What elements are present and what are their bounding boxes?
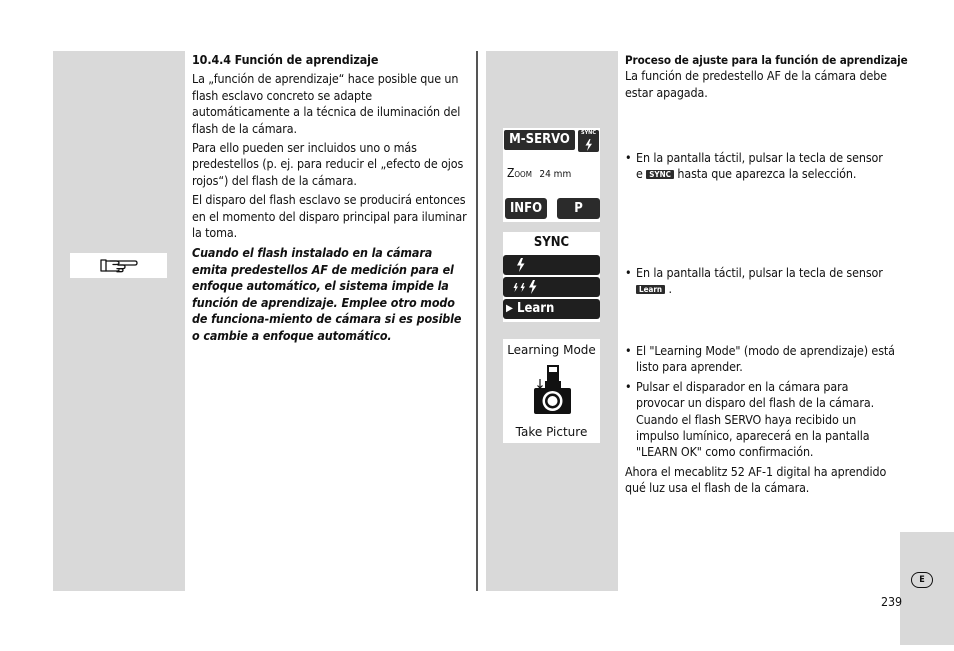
left-margin-column [53, 51, 185, 591]
left-text-column [192, 52, 467, 344]
sync-small-label: SYNC [581, 130, 596, 136]
step-2 [625, 265, 890, 298]
language-code: E [919, 575, 925, 585]
step-2-post: . [668, 281, 672, 297]
step-1 [625, 150, 890, 183]
right-heading [625, 52, 915, 101]
display-sync-menu [503, 232, 600, 322]
flash-on-camera-icon [503, 361, 600, 421]
paragraph-2: Para ello pueden ser incluidos uno o más predestellos (p. ej. para reducir el „efecto de ojos rojos“) del flash de la cámara. [192, 140, 464, 188]
sync-menu-title: SYNC [533, 235, 570, 250]
take-picture-caption: Take Picture [515, 425, 588, 439]
display-learning-mode [503, 339, 600, 443]
subsection-heading: Proceso de ajuste para la función de aprendizaje [625, 53, 908, 67]
zoom-readout [507, 166, 571, 180]
note-text: Cuando el flash instalado en la cámara emita predestellos AF de medición para el enfoque automático, el sistema impide la función de aprendizaje. Emplee otro modo de funciona-miento de cámara si es posible o cambie a enfoque automático. [192, 245, 462, 343]
selected-arrow-icon: ▶ [506, 303, 513, 314]
sync-option-standard[interactable] [503, 255, 600, 275]
step-3-text: • El "Learning Mode" (modo de aprendizaje) está listo para aprender. [625, 343, 895, 376]
sync-key-chip: SYNC [646, 170, 674, 179]
sync-option-preflash[interactable] [503, 277, 600, 297]
section-heading: 10.4.4 Función de aprendizaje [192, 52, 379, 67]
page-tab [900, 532, 954, 645]
sync-mode-button[interactable] [578, 130, 599, 152]
learn-key-chip: Learn [636, 285, 665, 294]
step-2-pre: En la pantalla táctil, pulsar la tecla de sensor [636, 265, 883, 280]
language-badge [911, 572, 933, 588]
conclusion-text: Ahora el mecablitz 52 AF-1 digital ha aprendido qué luz usa el flash de la cámara. [625, 463, 887, 496]
flash-icon [512, 255, 532, 275]
zoom-value: 24 mm [539, 169, 572, 180]
step-1-pre: En la pantalla táctil, pulsar la tecla de sensor e [636, 150, 883, 182]
zoom-label: Zoom [507, 166, 532, 180]
steps-3-4 [625, 343, 895, 497]
flash-icon [578, 138, 599, 152]
display-main-screen [503, 128, 600, 222]
step-1-text [625, 150, 890, 183]
preflash-icon [512, 277, 552, 297]
sync-option-learn[interactable] [503, 299, 600, 319]
paragraph-3: El disparo del flash esclavo se producirá entonces en el momento del disparo principal para iluminar la toma. [192, 192, 467, 241]
pointing-hand-icon [70, 253, 167, 278]
learning-mode-title: Learning Mode [507, 343, 596, 357]
step-2-text [625, 265, 890, 298]
note-icon-box [70, 253, 167, 278]
paragraph-1: La „función de aprendizaje“ hace posible que un flash esclavo concreto se adapte automáticamente a la técnica de iluminación del flash de la cámara. [192, 71, 461, 136]
p-button[interactable]: P [557, 198, 600, 219]
mode-label: M-SERVO [504, 130, 575, 150]
page-number: 239 [881, 594, 902, 609]
info-button[interactable]: INFO [505, 198, 547, 219]
intro-text: La función de predestello AF de la cámara debe estar apagada. [625, 68, 887, 100]
step-4-text: • Pulsar el disparador en la cámara para provocar un disparo del flash de la cámara. Cuando el flash SERVO haya recibido un impulso lumínico, aparecerá en la pantalla "LEARN OK" como confirmación. [625, 379, 895, 461]
column-divider [476, 51, 478, 591]
step-1-post: hasta que aparezca la selección. [677, 166, 857, 182]
learn-option-label: Learn [517, 301, 555, 316]
